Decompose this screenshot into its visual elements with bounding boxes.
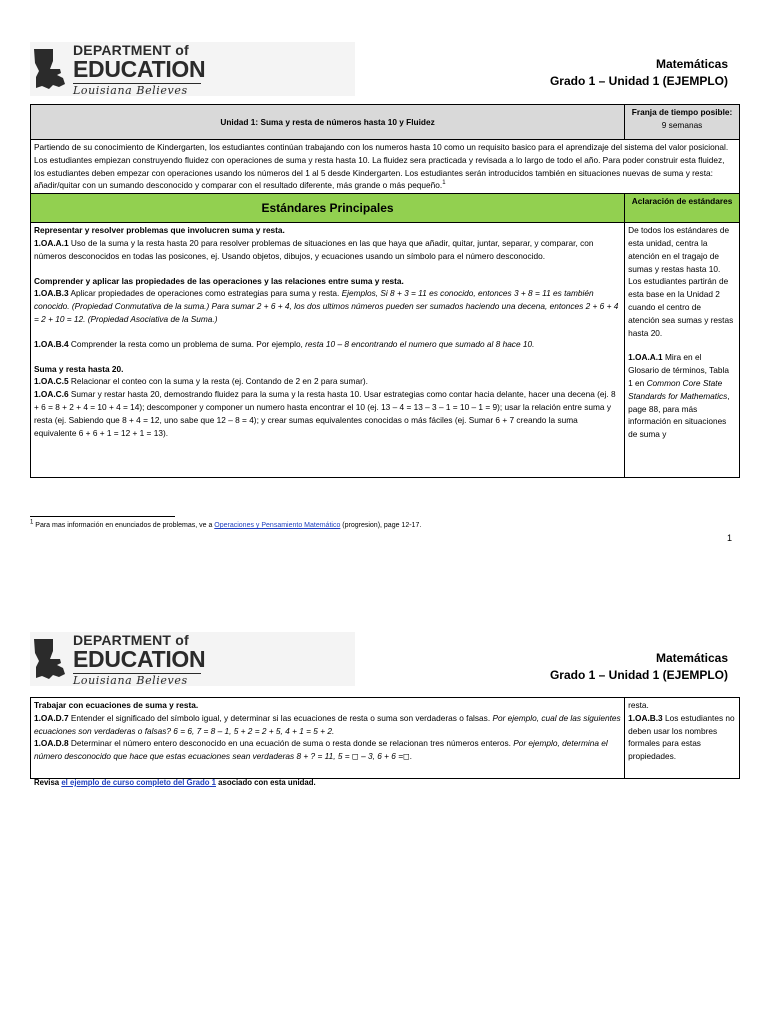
timeframe-value: 9 semanas: [661, 119, 703, 130]
unit-intro-text: Partiendo de su conocimiento de Kindergarten, los estudiantes continúan trabajando con los numeros hasta 10 como un requisito basico para el aprendizaje del sistema del valor posicional. Los estudiantes empiezan construyendo fluidez con operaciones de suma y resta hasta 10. La fluidez sera practicada y revisada a lo largo de todo el año. Para poder construir esta fluidez, los estudiantes deben empezar con operaciones usando los números del 1 al 5 desde Kindergarten. Los estudiantes serán introducidos también en situaciones nuevas de suma y resta: añadir/quitar con un sumando desconocido y comparar con el resultado diferente, más grande o más pequeño.: [34, 142, 729, 191]
standards-continued-table: [30, 697, 740, 779]
grade-unit-title: Grado 1 – Unidad 1 (EJEMPLO): [549, 668, 728, 682]
subject-title: Matemáticas: [655, 57, 728, 71]
department-of-education-logo: [30, 632, 355, 686]
unit-intro-cell: [31, 140, 740, 194]
ccss-reference: Common Core State Standards for Mathematics: [628, 377, 728, 401]
footnote-marker: 1: [30, 519, 34, 526]
page-header: [550, 56, 728, 90]
logo-education-text: EDUCATION: [73, 645, 206, 672]
standard-code: 1.OA.D.8: [34, 738, 69, 749]
standard-1oab3: [34, 287, 621, 325]
course-example-link[interactable]: el ejemplo de curso completo del Grado 1: [61, 778, 216, 787]
page-number: 1: [726, 533, 732, 543]
standards-continued-row: [31, 698, 740, 779]
standard-example: Ejemplos, Si 8 + 3 = 11 es conocido, entonces 3 + 8 = 11 es también conocido. (Propiedad Conmutativa de la suma.) Para sumar 2 + 6 + 4, los dos ultimos números pueden ser sumados haciendo una decena, entonces 2 + 6 + 4 = 2 + 10 = 12. (Propiedad Asociativa de la Suma.): [34, 288, 619, 324]
standard-1oaa1: [34, 237, 621, 263]
page-2: [0, 600, 768, 1024]
footnote-text-end: (progresion), page 12-17.: [340, 522, 422, 529]
clarification-note: Mira en el Glosario de términos, Tabla 1 en: [628, 352, 729, 388]
standards-header: Estándares Principales: [31, 194, 625, 223]
page-header: [550, 650, 728, 684]
standard-code: 1.OA.B.3: [34, 288, 69, 299]
standard-1oad7: [34, 712, 621, 738]
standard-text: Determinar el número entero desconocido en una ecuación de suma o resta donde se relacionan tres números enteros.: [68, 738, 514, 749]
standard-code: 1.OA.D.7: [34, 712, 69, 723]
clarification-continued: resta.: [628, 700, 649, 710]
standard-example: Por ejemplo, cual de las siguientes ecuaciones son verdaderas o falsas? 6 = 6, 7 = 8 – 1, 5 + 2 = 2 + 5, 4 + 1 = 5 + 2.: [34, 712, 621, 736]
footnote-ref[interactable]: 1: [442, 180, 446, 187]
clarification-header: Aclaración de estándares: [625, 194, 740, 223]
unit-standards-table: [30, 104, 740, 478]
standard-code: 1.OA.C.5: [34, 376, 69, 387]
footnote: [30, 521, 421, 531]
standard-text: Entender el significado del símbolo igual, y determinar si las ecuaciones de resta o suma son verdaderas o falsas.: [68, 712, 493, 723]
footnote-divider: [30, 516, 175, 517]
clarification-cell: [625, 698, 740, 779]
logo-department-text: DEPARTMENT of: [73, 41, 189, 58]
timeframe-label: Franja de tiempo posible:: [631, 107, 733, 117]
unit-intro-row: [31, 140, 740, 194]
group-title-add-subtract-20: Suma y resta hasta 20.: [34, 363, 124, 374]
footnote-link[interactable]: Operaciones y Pensamiento Matemático: [214, 522, 341, 529]
department-of-education-logo: [30, 42, 355, 96]
logo-department-text: DEPARTMENT of: [73, 631, 189, 648]
louisiana-map-icon: [33, 637, 66, 681]
review-text: Revisa: [34, 778, 62, 787]
standards-header-row: [31, 194, 740, 223]
standard-1oac5: [34, 375, 621, 388]
review-note: [34, 778, 316, 787]
clarification-note: , page 88, para más información en situaciones de suma y: [628, 390, 730, 440]
grade-unit-title: Grado 1 – Unidad 1 (EJEMPLO): [549, 74, 728, 88]
clarification-1oab3: [628, 712, 736, 763]
group-title-equations: Trabajar con ecuaciones de suma y resta.: [34, 700, 199, 710]
standard-example: Por ejemplo, determina el número desconocido que hace que estas ecuaciones sean verdaderas 8 + ? = 11, 5 = ◻ – 3, 6 + 6 =◻.: [34, 738, 608, 762]
standard-text: Uso de la suma y la resta hasta 20 para resolver problemas de situaciones en las que haya que añadir, quitar, juntar, separar, y comparar, con números desconocidos en todas las posicones, ej. Usando objetos, dibujos, y ecuaciones usando un símbolo para el número desconocido.: [34, 237, 594, 261]
standard-text: Comprender la resta como un problema de suma. Por ejemplo,: [68, 338, 306, 349]
clarification-code: 1.OA.B.3: [628, 712, 663, 723]
review-text-end: asociado con esta unidad.: [216, 778, 316, 787]
standard-text: Relacionar el conteo con la suma y la resta (ej. Contando de 2 en 2 para sumar).: [68, 376, 368, 387]
logo-tagline: Louisiana Believes: [73, 83, 188, 97]
standard-text: Sumar y restar hasta 20, demostrando fluidez para la suma y la resta hasta 10. Usar estrategias como contar hacia delante, hacer una decena (ej. 8 + 6 = 8 + 2 + 4 = 10 + 4 = 14); descomponer y componer un numero hasta encontrar el 10 (ej. 13 – 4 = 13 – 3 – 1 = 10 – 1 = 9); usar la relación entre suma y resta (ej. Sabiendo que 8 + 4 = 12, uno sabe que 12 – 8 = 4); y crear sumas equivalentes conocidas o más fáciles (ej. Sumar 6 + 7 creando la suma equivalente 6 + 6 + 1 = 12 + 1 = 13).: [34, 389, 616, 438]
standards-list-cell: [31, 223, 625, 478]
standard-example: resta 10 – 8 encontrando el numero que sumado al 8 hace 10.: [305, 338, 535, 349]
subject-title: Matemáticas: [655, 651, 728, 665]
standard-1oad8: [34, 737, 621, 763]
logo-text: [73, 633, 205, 686]
clarification-text: [628, 224, 736, 476]
standards-list: [34, 224, 621, 476]
timeframe-cell: [625, 105, 740, 140]
clarification-note: Los estudiantes no deben usar los nombres formales para estas propiedades.: [628, 712, 735, 762]
footnote-text: Para mas información en enunciados de problemas, ve a: [33, 522, 215, 529]
clarification-focus: De todos los estándares de esta unidad, centra la atención en el tragajo de sumas y restas hasta 10. Los estudiantes partirán de esta base en la Unidad 2 cuando el centro de atención sea sumas y restas hasta 20.: [628, 225, 734, 338]
standards-body-row: [31, 223, 740, 478]
standards-list-cell: [31, 698, 625, 779]
clarification-code: 1.OA.A.1: [628, 352, 663, 363]
unit-title-row: [31, 105, 740, 140]
unit-title: Unidad 1: Suma y resta de números hasta 10 y Fluidez: [31, 105, 625, 140]
logo-tagline: Louisiana Believes: [73, 673, 188, 687]
standard-code: 1.OA.C.6: [34, 389, 69, 400]
clarification-1oaa1: [628, 351, 734, 441]
standard-1oac6: [34, 388, 621, 439]
logo-education-text: EDUCATION: [73, 55, 206, 82]
louisiana-map-icon: [33, 47, 66, 91]
standard-code: 1.OA.B.4: [34, 338, 69, 349]
standard-text: Aplicar propiedades de operaciones como estrategias para suma y resta.: [68, 288, 342, 299]
logo-text: [73, 43, 205, 96]
clarification-cell: [625, 223, 740, 478]
group-title-represent: Representar y resolver problemas que involucren suma y resta.: [34, 225, 285, 236]
standard-code: 1.OA.A.1: [34, 237, 69, 248]
standard-1oab4: [34, 338, 621, 351]
group-title-properties: Comprender y aplicar las propiedades de las operaciones y las relaciones entre suma y resta.: [34, 275, 404, 286]
